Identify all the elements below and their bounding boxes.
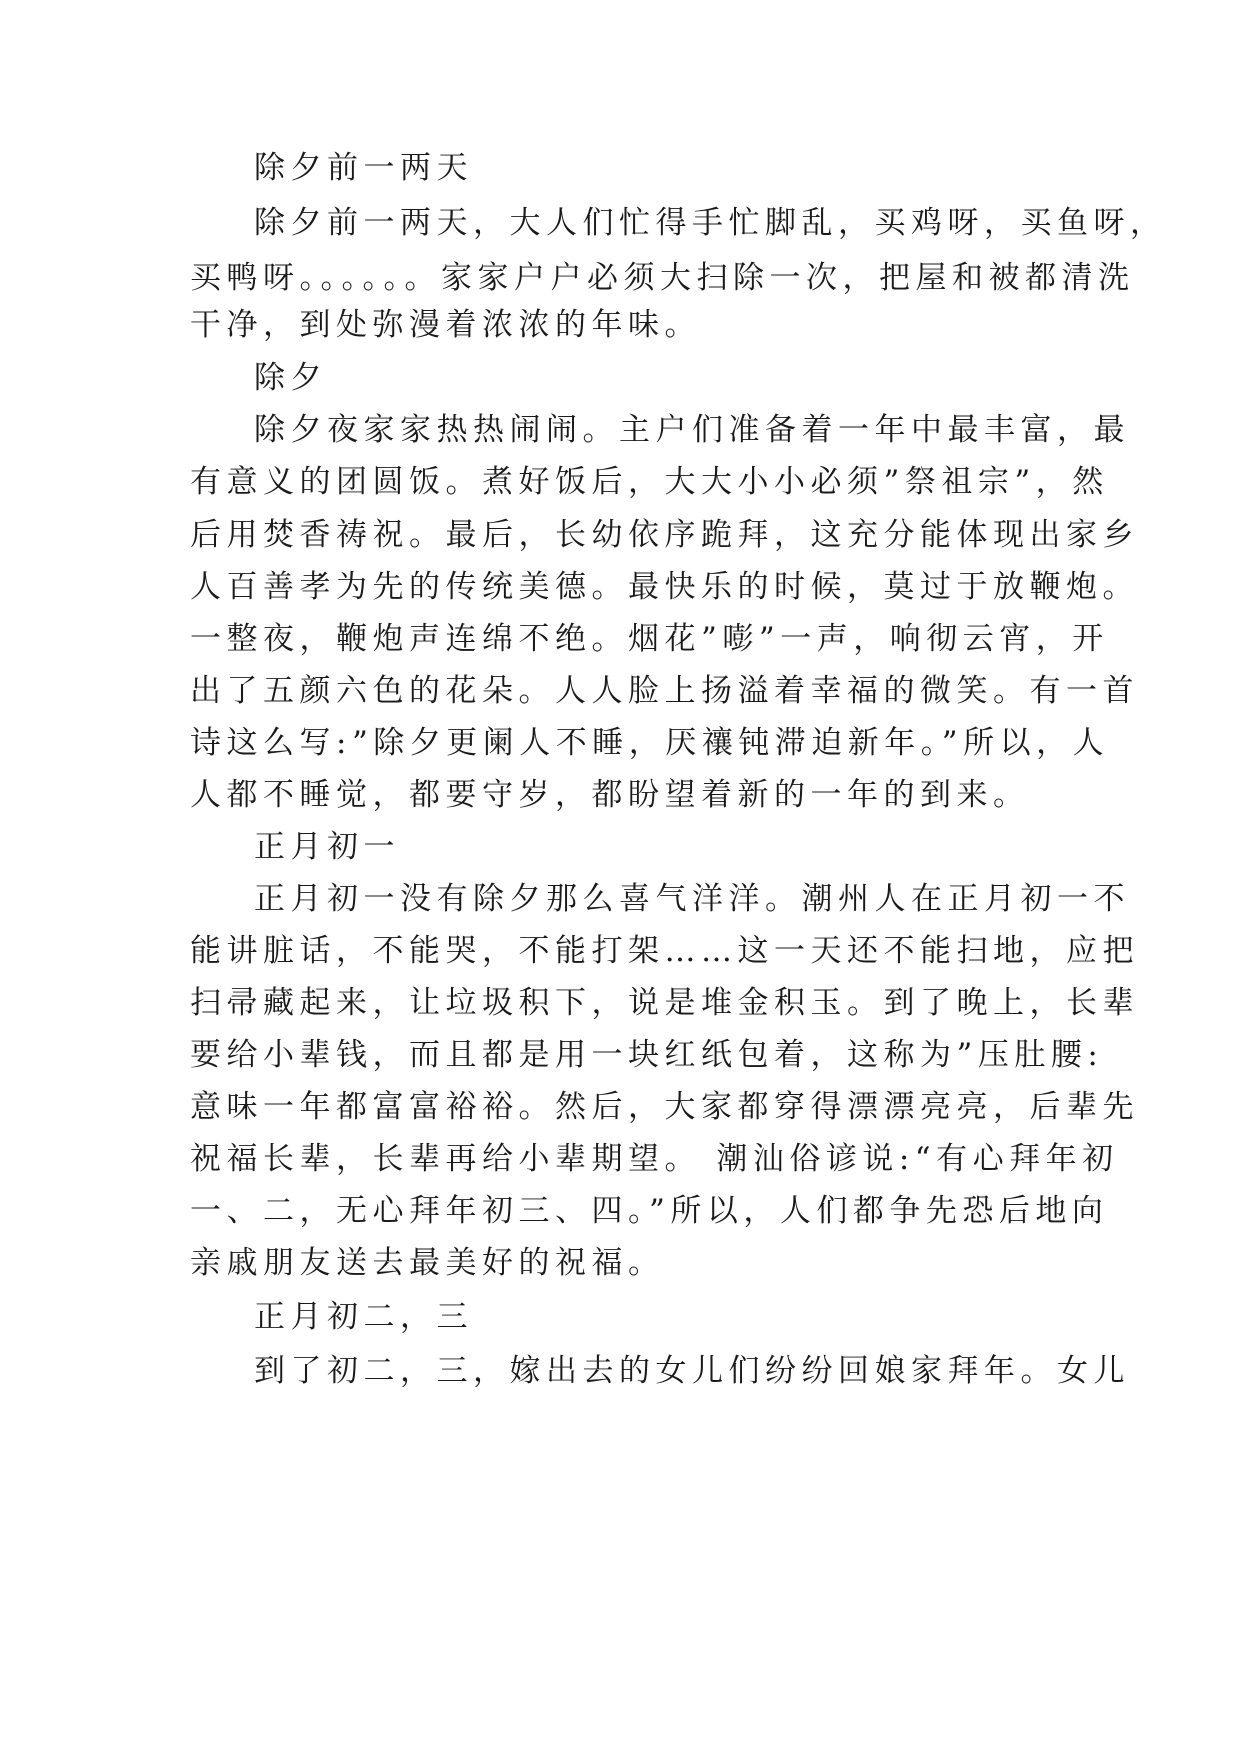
- paragraph-line: 人百善孝为先的传统美德。最快乐的时候，莫过于放鞭炮。: [190, 569, 1139, 605]
- paragraph-line: 干净，到处弥漫着浓浓的年味。: [190, 307, 701, 343]
- paragraph-line: 人都不睡觉，都要守岁，都盼望着新的一年的到来。: [190, 777, 1030, 813]
- section-heading-chuxi: 除夕: [254, 360, 327, 396]
- paragraph-line: 要给小辈钱，而且都是用一块红纸包着，这称为”压肚腰:: [190, 1037, 1104, 1073]
- paragraph-line: 到了初二，三，嫁出去的女儿们纷纷回娘家拜年。女儿: [254, 1353, 1130, 1389]
- paragraph-line: 一、二，无心拜年初三、四。”所以，人们都争先恐后地向: [190, 1193, 1109, 1229]
- paragraph-line: 买鸭呀。。。。。。家家户户必须大扫除一次，把屋和被都清洗: [190, 260, 1135, 296]
- paragraph-line: 除夕夜家家热热闹闹。主户们准备着一年中最丰富，最: [254, 412, 1130, 448]
- paragraph-line: 祝福长辈，长辈再给小辈期望。 潮汕俗谚说:“有心拜年初: [190, 1141, 1119, 1177]
- paragraph-line: 亲戚朋友送去最美好的祝福。: [190, 1245, 665, 1281]
- paragraph-line: 出了五颜六色的花朵。人人脸上扬溢着幸福的微笑。有一首: [190, 673, 1139, 709]
- section-heading-zhengyue-chuyi: 正月初一: [254, 829, 400, 865]
- paragraph-line: 有意义的团圆饭。煮好饭后，大大小小必须”祭祖宗”，然: [190, 464, 1109, 500]
- section-heading-zhengyue-chuer: 正月初二，三: [254, 1299, 473, 1335]
- paragraph-line: 一整夜，鞭炮声连绵不绝。烟花”嘭”一声，响彻云宵，开: [190, 621, 1109, 657]
- paragraph-line: 诗这么写:”除夕更阑人不睡，厌禳钝滞迫新年。”所以，人: [190, 725, 1110, 761]
- paragraph-line: 后用焚香祷祝。最后，长幼依序跪拜，这充分能体现出家乡: [190, 517, 1139, 553]
- paragraph-line: 正月初一没有除夕那么喜气洋洋。潮州人在正月初一不: [254, 881, 1130, 917]
- paragraph-line: 除夕前一两天，大人们忙得手忙脚乱，买鸡呀，买鱼呀，: [254, 205, 1167, 241]
- paragraph-line: 扫帚藏起来，让垃圾积下，说是堆金积玉。到了晚上，长辈: [190, 985, 1139, 1021]
- section-heading-chuxi-qian: 除夕前一两天: [254, 150, 473, 186]
- paragraph-line: 意味一年都富富裕裕。然后，大家都穿得漂漂亮亮，后辈先: [190, 1089, 1139, 1125]
- paragraph-line: 能讲脏话，不能哭，不能打架……这一天还不能扫地，应把: [190, 933, 1139, 969]
